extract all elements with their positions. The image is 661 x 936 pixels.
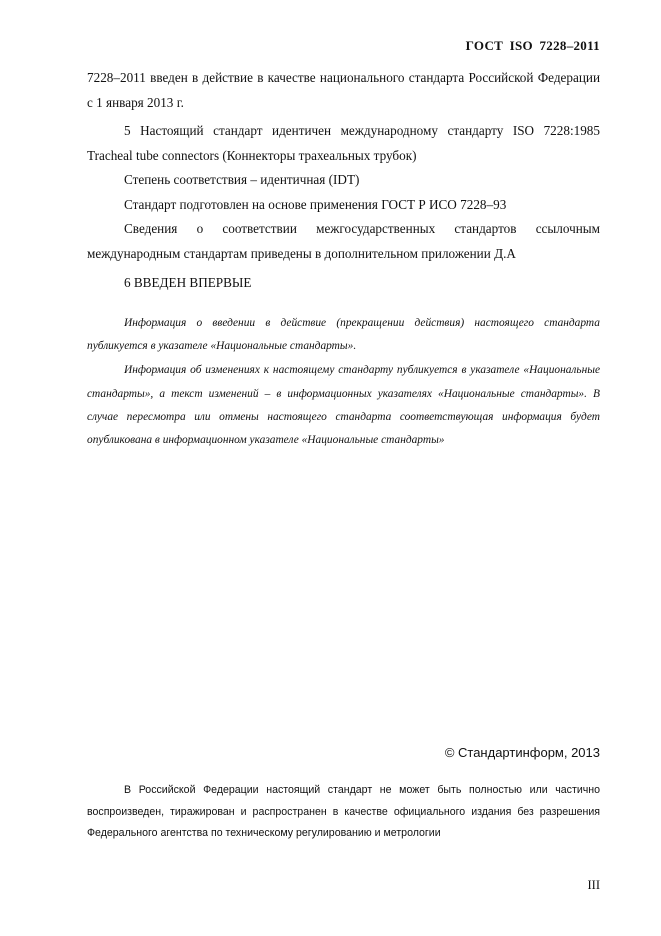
paragraph-identical-standard: 5 Настоящий стандарт идентичен международному стандарту ISO 7228:1985 Tracheal tube connectors (Коннекторы трахеальных трубок) — [87, 123, 600, 163]
paragraph-enactment: 7228–2011 введен в действие в качестве национального стандарта Российской Федерации с 1 января 2013 г. — [87, 70, 600, 110]
notice-text: В Российской Федерации настоящий стандарт не может быть полностью или частично воспроизведен, тиражирован и распространен в качестве официального издания без разрешения Федерального агентства по техническому регулированию и метрологии — [87, 784, 600, 839]
paragraph-prepared-basis: Стандарт подготовлен на основе применения ГОСТ Р ИСО 7228–93 — [124, 196, 507, 212]
page-header-doc-code: ГОСТ ISO 7228–2011 — [465, 38, 600, 53]
body-text-block — [87, 66, 600, 266]
page-number: III — [587, 878, 600, 892]
copyright-line: © Стандартинформ, 2013 — [444, 745, 600, 760]
section-6-title: 6 ВВЕДЕН ВПЕРВЫЕ — [124, 275, 252, 290]
paragraph-references-info: Сведения о соответствии межгосударственных стандартов ссылочным международным стандартам приведены в дополнительном приложении Д.А — [87, 221, 600, 261]
info-paragraph-enactment: Информация о введении в действие (прекращении действия) настоящего стандарта публикуется в указателе «Национальные стандарты». — [87, 317, 600, 353]
info-paragraph-changes: Информация об изменениях к настоящему стандарту публикуется в указателе «Национальные стандарты», а текст изменений – в информационных указателях «Национальные стандарты». В случае пересмотра или отмены настоящего стандарта соответствующая информация будет опубликована в информационном указателе «Национальные стандарты» — [87, 364, 600, 447]
info-block — [87, 312, 600, 452]
reproduction-notice — [87, 780, 600, 845]
paragraph-degree-of-conformity: Степень соответствия – идентичная (IDT) — [124, 172, 360, 187]
